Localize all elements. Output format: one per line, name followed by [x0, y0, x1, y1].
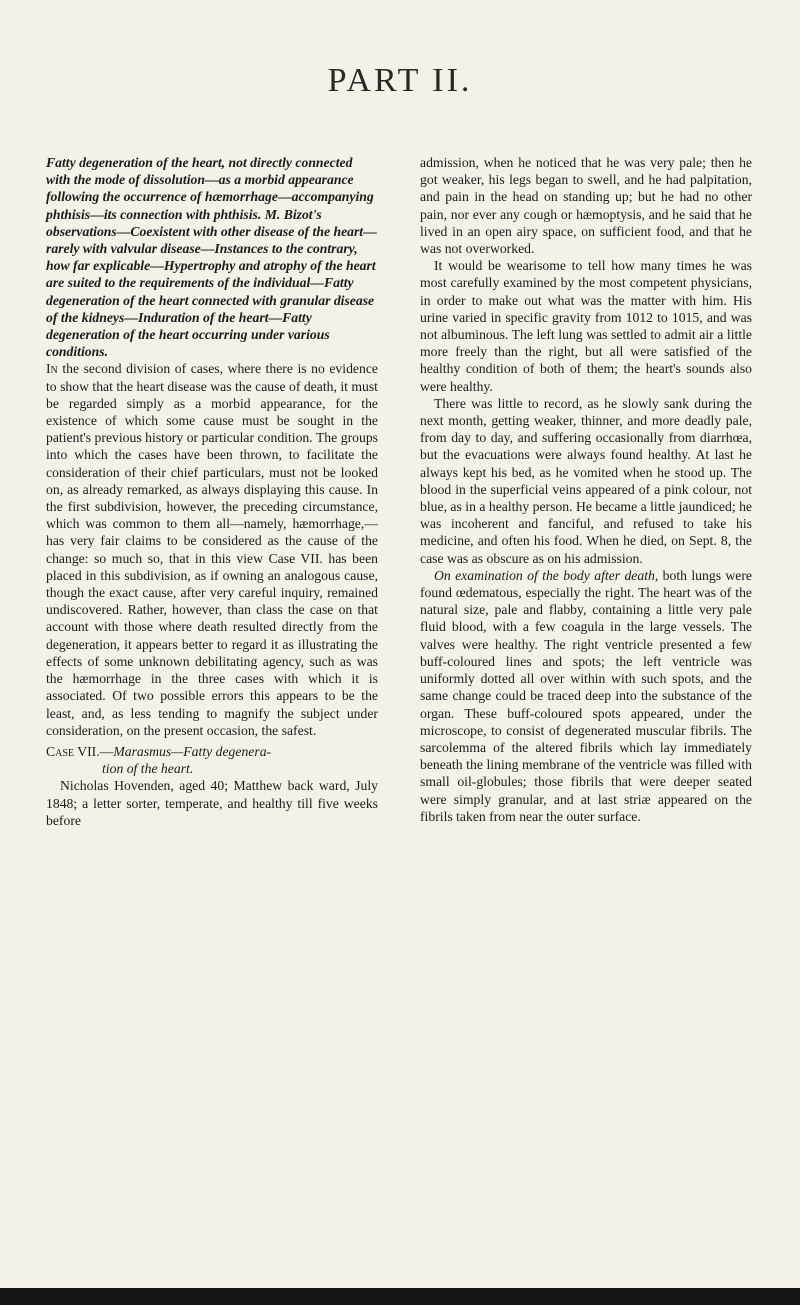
right-column [420, 154, 752, 825]
paragraph-lead: On examination of the body after death, [434, 567, 659, 583]
body-paragraph: Nicholas Hovenden, aged 40; Matthew back ward, July 1848; a letter sorter, temperate, and healthy till five weeks before [46, 778, 378, 828]
case-title-line-2: tion of the heart. [102, 761, 194, 777]
case-number: VII.— [77, 743, 114, 759]
body-paragraph: admission, when he noticed that he was very pale; then he got weaker, his legs began to swell, and he had palpitation, and pain in the head on standing up; but he had no other pain, nor ever any cough or hæmoptysis, and he said that he lived in an open airy space, on sufficient food, and that he was not overworked. [420, 155, 752, 257]
body-paragraph: It would be wearisome to tell how many times he was most carefully examined by the most competent physicians, in order to make out what was the matter with him. His urine varied in specific gravity from 1012 to 1015, and was not albuminous. The left lung was settled to admit air a little more freely than the right, but all were satisfied of the healthy condition of both of them; the heart's sounds also were healthy. [420, 258, 752, 394]
chapter-argument: Fatty degeneration of the heart, not directly connected with the mode of dissolution—as a morbid appearance following the occurrence of hæmorrhage—accompanying phthisis—its connection with phthisis. M. Bizot's observations—Coexistent with other disease of the heart—rarely with valvular disease—Instances to the contrary, how far explicable—Hypertrophy and atrophy of the heart are suited to the requirements of the individual—Fatty degeneration of the heart connected with granular disease of the kidneys—Induration of the heart—Fatty degeneration of the heart occurring under various conditions. [46, 155, 377, 360]
paragraph-text: the second division of cases, where there is no evidence to show that the heart disease was the cause of death, it must be regarded simply as a morbid appearance, for the existence of which some cause must be sought in the patient's previous history or particular condition. The groups into which the cases have been thrown, to facilitate the consideration of their chief particulars, must not be looked on, as already remarked, as always displaying this cause. In the first subdivision, however, the preceding circumstance, which was common to them all—namely, hæmorrhage,—has very fair claims to be considered as the cause of the change: so much so, that in this view Case VII. has been placed in this subdivision, as if owning an analogous cause, though the exact cause, after very careful inquiry, remained undiscovered. Rather, however, than class the case on that account with those where death resulted directly from the degeneration, it appears better to regard it as illustrating the effects of some unknown debilitating agency, such as was the hæmorrhage in the three cases with which it is associated. Of two possible errors this appears to be the least, and, as less tending to magnify the subject under consideration, on the present occasion, the safest. [46, 361, 378, 738]
case-heading [46, 743, 378, 777]
paragraph-text: both lungs were found œdematous, especially the right. The heart was of the natural size, pale and flabby, containing a little very pale fluid blood, with a few coagula in the large vessels. The valves were healthy. The right ventricle presented a few buff-coloured lines and spots; the left ventricle was uniformly dotted all over within with such spots, and the same change could be traced deep into the substance of the organ. These buff-coloured spots appeared, under the microscope, to consist of degenerated muscular fibrils. The sarcolemma of the altered fibrils which lay immediately beneath the lining membrane of the ventricle was filled with small oil-globules; those fibrils that were deeper seated were simply granular, and at last striæ appeared on the fibrils taken from near the outer surface. [420, 567, 752, 824]
left-column [46, 154, 378, 829]
case-label: Case [46, 743, 75, 759]
body-paragraph [420, 567, 752, 825]
body-paragraph [46, 360, 378, 738]
drop-word: In [46, 361, 58, 377]
body-paragraph: There was little to record, as he slowly sank during the next month, getting weaker, thinner, and more deadly pale, from day to day, and suffering occasionally from diarrhœa, but the evacuations were always found healthy. At last he always kept his bed, as he vomited when he stood up. The blood in the superficial veins appeared of a pink colour, not blue, as in a healthy person. He became a little jaundiced; he was incoherent and fanciful, and refused to take his medicine, and often his food. When he died, on Sept. 8, the case was as obscure as on his admission. [420, 395, 752, 566]
case-title-line-1: Marasmus—Fatty degenera- [113, 743, 272, 759]
page-heading: PART II. [327, 62, 473, 99]
bottom-edge-bar [0, 1288, 800, 1305]
